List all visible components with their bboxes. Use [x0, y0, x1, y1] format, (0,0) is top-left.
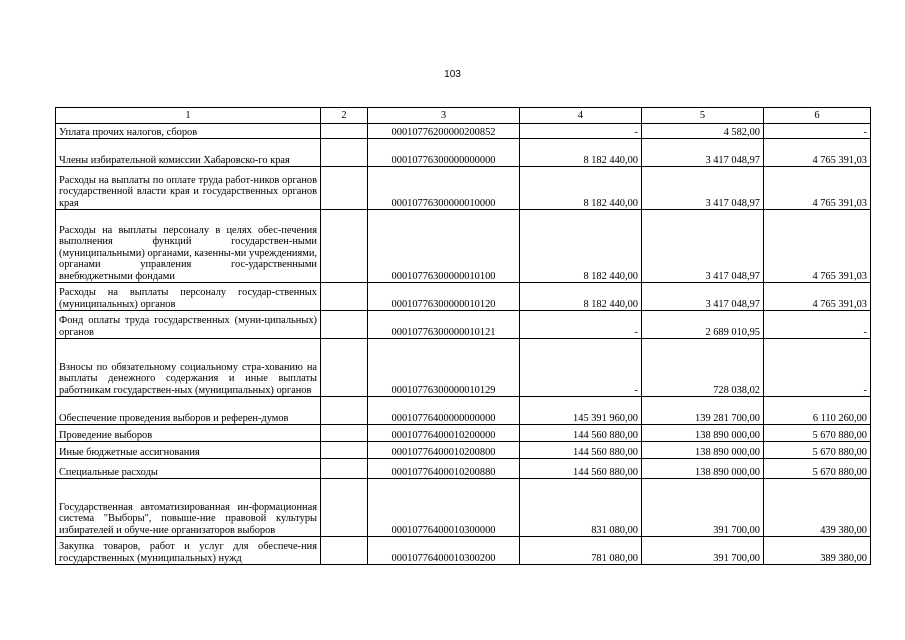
budget-code: 00010776400010200880 — [368, 459, 520, 479]
value-column-4: 831 080,00 — [520, 479, 642, 537]
row-name: Взносы по обязательному социальному стра-хованию на выплаты денежного содержания и иные выплаты работникам государствен-ных (муниципальных) органов — [56, 339, 321, 397]
row-name: Расходы на выплаты персоналу в целях обес-печения выполнения функций государствен-ными (муниципальными) органами, казенны-ми учреждениями, органами управления гос-ударственными внебюджетными фондами — [56, 210, 321, 283]
column-header: 5 — [642, 108, 764, 124]
row-name: Иные бюджетные ассигнования — [56, 442, 321, 459]
value-column-6: 439 380,00 — [764, 479, 871, 537]
column-header: 1 — [56, 108, 321, 124]
value-column-5: 138 890 000,00 — [642, 442, 764, 459]
row-name: Фонд оплаты труда государственных (муни-ципальных) органов — [56, 311, 321, 339]
budget-code: 00010776300000010100 — [368, 210, 520, 283]
value-column-6: 4 765 391,03 — [764, 167, 871, 210]
column-header: 3 — [368, 108, 520, 124]
table-row — [56, 139, 871, 167]
budget-code: 00010776300000000000 — [368, 139, 520, 167]
column-2-cell — [321, 537, 368, 565]
value-column-5: 2 689 010,95 — [642, 311, 764, 339]
row-name: Обеспечение проведения выборов и референ-думов — [56, 397, 321, 425]
table-row — [56, 442, 871, 459]
value-column-5: 3 417 048,97 — [642, 167, 764, 210]
value-column-5: 3 417 048,97 — [642, 210, 764, 283]
value-column-4: - — [520, 339, 642, 397]
column-2-cell — [321, 139, 368, 167]
value-column-4: 8 182 440,00 — [520, 283, 642, 311]
column-2-cell — [321, 124, 368, 139]
table-row — [56, 397, 871, 425]
value-column-6: 5 670 880,00 — [764, 459, 871, 479]
table-row — [56, 167, 871, 210]
row-name: Закупка товаров, работ и услуг для обеспече-ния государственных (муниципальных) нужд — [56, 537, 321, 565]
table-row — [56, 459, 871, 479]
budget-code: 00010776300000010129 — [368, 339, 520, 397]
budget-code: 00010776400010300200 — [368, 537, 520, 565]
budget-code: 00010776200000200852 — [368, 124, 520, 139]
table-row — [56, 425, 871, 442]
value-column-4: 144 560 880,00 — [520, 425, 642, 442]
value-column-4: 144 560 880,00 — [520, 442, 642, 459]
value-column-5: 391 700,00 — [642, 537, 764, 565]
row-name: Члены избирательной комиссии Хабаровско-го края — [56, 139, 321, 167]
column-2-cell — [321, 459, 368, 479]
column-header: 2 — [321, 108, 368, 124]
table-row — [56, 210, 871, 283]
table-row — [56, 283, 871, 311]
value-column-5: 138 890 000,00 — [642, 425, 764, 442]
value-column-6: 6 110 260,00 — [764, 397, 871, 425]
column-2-cell — [321, 210, 368, 283]
page-number: 103 — [444, 69, 461, 80]
table-row — [56, 124, 871, 139]
column-header: 4 — [520, 108, 642, 124]
value-column-6: 4 765 391,03 — [764, 210, 871, 283]
value-column-5: 728 038,02 — [642, 339, 764, 397]
value-column-6: 5 670 880,00 — [764, 442, 871, 459]
value-column-4: 144 560 880,00 — [520, 459, 642, 479]
value-column-4: 8 182 440,00 — [520, 210, 642, 283]
value-column-5: 3 417 048,97 — [642, 283, 764, 311]
value-column-5: 139 281 700,00 — [642, 397, 764, 425]
column-2-cell — [321, 311, 368, 339]
table-header-row — [56, 108, 871, 124]
column-header: 6 — [764, 108, 871, 124]
column-2-cell — [321, 479, 368, 537]
budget-table — [55, 107, 871, 565]
table-row — [56, 537, 871, 565]
value-column-6: 4 765 391,03 — [764, 139, 871, 167]
row-name: Специальные расходы — [56, 459, 321, 479]
column-2-cell — [321, 167, 368, 210]
table-row — [56, 479, 871, 537]
column-2-cell — [321, 339, 368, 397]
budget-code: 00010776400010200000 — [368, 425, 520, 442]
value-column-4: - — [520, 124, 642, 139]
value-column-4: 781 080,00 — [520, 537, 642, 565]
value-column-6: - — [764, 124, 871, 139]
value-column-5: 3 417 048,97 — [642, 139, 764, 167]
row-name: Расходы на выплаты персоналу государ-ственных (муниципальных) органов — [56, 283, 321, 311]
column-2-cell — [321, 425, 368, 442]
row-name: Расходы на выплаты по оплате труда работ-ников органов государственной власти края и государственных органов края — [56, 167, 321, 210]
row-name: Уплата прочих налогов, сборов — [56, 124, 321, 139]
value-column-4: 8 182 440,00 — [520, 167, 642, 210]
budget-code: 00010776300000010000 — [368, 167, 520, 210]
value-column-6: 5 670 880,00 — [764, 425, 871, 442]
table-row — [56, 311, 871, 339]
value-column-4: 8 182 440,00 — [520, 139, 642, 167]
value-column-6: 389 380,00 — [764, 537, 871, 565]
column-2-cell — [321, 283, 368, 311]
budget-code: 00010776400010300000 — [368, 479, 520, 537]
budget-code: 00010776400000000000 — [368, 397, 520, 425]
value-column-6: - — [764, 339, 871, 397]
budget-code: 00010776300000010121 — [368, 311, 520, 339]
value-column-5: 138 890 000,00 — [642, 459, 764, 479]
column-2-cell — [321, 397, 368, 425]
column-2-cell — [321, 442, 368, 459]
value-column-4: 145 391 960,00 — [520, 397, 642, 425]
value-column-6: 4 765 391,03 — [764, 283, 871, 311]
budget-code: 00010776300000010120 — [368, 283, 520, 311]
value-column-5: 4 582,00 — [642, 124, 764, 139]
row-name: Проведение выборов — [56, 425, 321, 442]
value-column-6: - — [764, 311, 871, 339]
value-column-5: 391 700,00 — [642, 479, 764, 537]
budget-code: 00010776400010200800 — [368, 442, 520, 459]
row-name: Государственная автоматизированная ин-формационная система "Выборы", повыше-ние правовой культуры избирателей и обуче-ние организаторов выборов — [56, 479, 321, 537]
value-column-4: - — [520, 311, 642, 339]
table-row — [56, 339, 871, 397]
